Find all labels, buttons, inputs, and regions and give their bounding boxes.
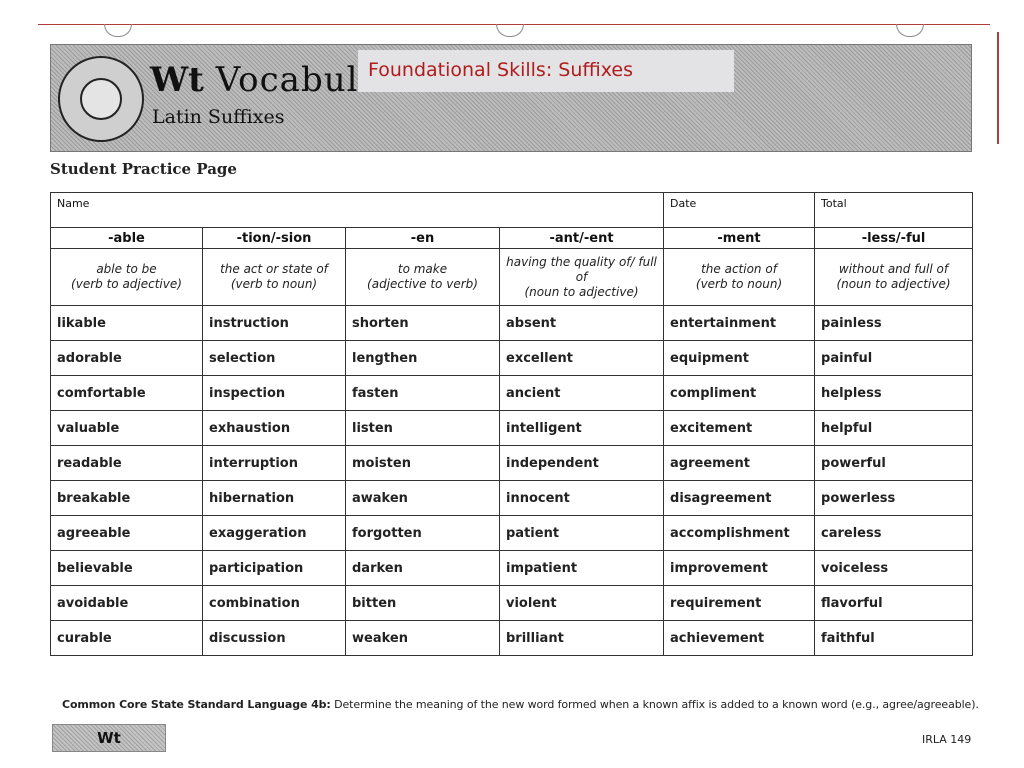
word-cell: exaggeration <box>203 516 346 551</box>
suffix-meaning-row <box>51 249 973 306</box>
page-reference: IRLA 149 <box>922 733 972 746</box>
level-badge: Wt <box>52 724 166 752</box>
name-field[interactable] <box>51 193 664 228</box>
word-cell: darken <box>346 551 500 586</box>
banner-subtitle: Latin Suffixes <box>152 106 285 128</box>
table-row <box>51 586 973 621</box>
table-row <box>51 621 973 656</box>
word-cell: ancient <box>500 376 664 411</box>
word-cell: inspection <box>203 376 346 411</box>
word-cell: weaken <box>346 621 500 656</box>
word-cell: achievement <box>664 621 815 656</box>
word-cell: intelligent <box>500 411 664 446</box>
word-cell: shorten <box>346 306 500 341</box>
suffix-part-of-speech: (noun to adjective) <box>524 284 639 299</box>
word-cell: adorable <box>51 341 203 376</box>
practice-heading: Student Practice Page <box>50 160 237 178</box>
table-row <box>51 341 973 376</box>
standard-text: Determine the meaning of the new word formed when a known affix is added to a known word (e.g., agree/agreeable). <box>334 698 979 711</box>
word-cell: improvement <box>664 551 815 586</box>
banner-title-level: Wt <box>150 60 204 100</box>
word-cell: painless <box>815 306 973 341</box>
suffix-part-of-speech: (verb to adjective) <box>71 277 182 291</box>
suffix-header: -less/-ful <box>815 228 973 249</box>
word-cell: entertainment <box>664 306 815 341</box>
word-cell: agreeable <box>51 516 203 551</box>
word-cell: selection <box>203 341 346 376</box>
suffix-meaning <box>51 249 203 306</box>
word-cell: innocent <box>500 481 664 516</box>
seal-center <box>80 78 122 120</box>
word-cell: powerful <box>815 446 973 481</box>
binder-hole <box>496 24 524 37</box>
suffix-header: -ant/-ent <box>500 228 664 249</box>
binder-hole <box>104 24 132 37</box>
word-cell: exhaustion <box>203 411 346 446</box>
suffix-header: -tion/-sion <box>203 228 346 249</box>
word-cell: fasten <box>346 376 500 411</box>
name-row <box>51 193 973 228</box>
word-cell: bitten <box>346 586 500 621</box>
word-cell: requirement <box>664 586 815 621</box>
slide-title-overlay: Foundational Skills: Suffixes <box>358 50 734 92</box>
word-cell: compliment <box>664 376 815 411</box>
word-cell: awaken <box>346 481 500 516</box>
total-label: Total <box>821 197 847 210</box>
suffix-table <box>50 192 973 656</box>
table-row <box>51 551 973 586</box>
table-row <box>51 481 973 516</box>
suffix-meaning-text: to make <box>397 262 448 276</box>
word-cell: voiceless <box>815 551 973 586</box>
date-field[interactable] <box>664 193 815 228</box>
word-cell: likable <box>51 306 203 341</box>
word-cell: lengthen <box>346 341 500 376</box>
table-row <box>51 306 973 341</box>
suffix-header: -able <box>51 228 203 249</box>
word-cell: valuable <box>51 411 203 446</box>
word-cell: interruption <box>203 446 346 481</box>
total-field[interactable] <box>815 193 973 228</box>
standard-note <box>62 698 979 711</box>
suffix-header: -ment <box>664 228 815 249</box>
banner-title <box>150 60 359 100</box>
binder-hole <box>896 24 924 37</box>
word-cell: flavorful <box>815 586 973 621</box>
suffix-meaning-text: able to be <box>96 262 157 276</box>
word-cell: combination <box>203 586 346 621</box>
name-label: Name <box>57 197 90 210</box>
word-cell: patient <box>500 516 664 551</box>
word-cell: accomplishment <box>664 516 815 551</box>
suffix-part-of-speech: (noun to adjective) <box>836 277 951 291</box>
suffix-part-of-speech: (verb to noun) <box>695 277 783 291</box>
word-cell: impatient <box>500 551 664 586</box>
suffix-meaning-text: without and full of <box>838 262 949 276</box>
word-cell: curable <box>51 621 203 656</box>
word-cell: listen <box>346 411 500 446</box>
binder-holes <box>0 24 1024 44</box>
suffix-meaning-text: having the quality of/ full of <box>506 254 657 284</box>
suffix-header: -en <box>346 228 500 249</box>
word-cell: agreement <box>664 446 815 481</box>
word-cell: helpless <box>815 376 973 411</box>
word-cell: moisten <box>346 446 500 481</box>
suffix-meaning-text: the action of <box>701 262 777 276</box>
word-cell: independent <box>500 446 664 481</box>
suffix-meaning-text: the act or state of <box>220 262 328 276</box>
suffix-part-of-speech: (adjective to verb) <box>367 277 478 291</box>
word-cell: participation <box>203 551 346 586</box>
right-rule <box>997 32 999 144</box>
standard-label: Common Core State Standard Language 4b: <box>62 698 331 711</box>
word-cell: equipment <box>664 341 815 376</box>
suffix-meaning <box>346 249 500 306</box>
word-cell: avoidable <box>51 586 203 621</box>
word-cell: discussion <box>203 621 346 656</box>
word-cell: helpful <box>815 411 973 446</box>
suffix-meaning <box>664 249 815 306</box>
word-cell: hibernation <box>203 481 346 516</box>
word-cell: violent <box>500 586 664 621</box>
word-cell: painful <box>815 341 973 376</box>
table-row <box>51 411 973 446</box>
suffix-part-of-speech: (verb to noun) <box>230 277 318 291</box>
table-row <box>51 376 973 411</box>
word-cell: powerless <box>815 481 973 516</box>
word-cell: believable <box>51 551 203 586</box>
word-cell: absent <box>500 306 664 341</box>
word-cell: instruction <box>203 306 346 341</box>
table-row <box>51 446 973 481</box>
word-cell: breakable <box>51 481 203 516</box>
word-cell: comfortable <box>51 376 203 411</box>
publisher-seal-icon <box>58 56 144 142</box>
banner-title-vocab: Vocabul <box>215 60 359 100</box>
word-cell: careless <box>815 516 973 551</box>
suffix-meaning <box>815 249 973 306</box>
word-cell: excellent <box>500 341 664 376</box>
word-cell: disagreement <box>664 481 815 516</box>
suffix-header-row <box>51 228 973 249</box>
suffix-meaning <box>203 249 346 306</box>
suffix-meaning <box>500 249 664 306</box>
word-cell: excitement <box>664 411 815 446</box>
word-cell: readable <box>51 446 203 481</box>
table-row <box>51 516 973 551</box>
word-cell: faithful <box>815 621 973 656</box>
word-cell: brilliant <box>500 621 664 656</box>
word-cell: forgotten <box>346 516 500 551</box>
date-label: Date <box>670 197 697 210</box>
